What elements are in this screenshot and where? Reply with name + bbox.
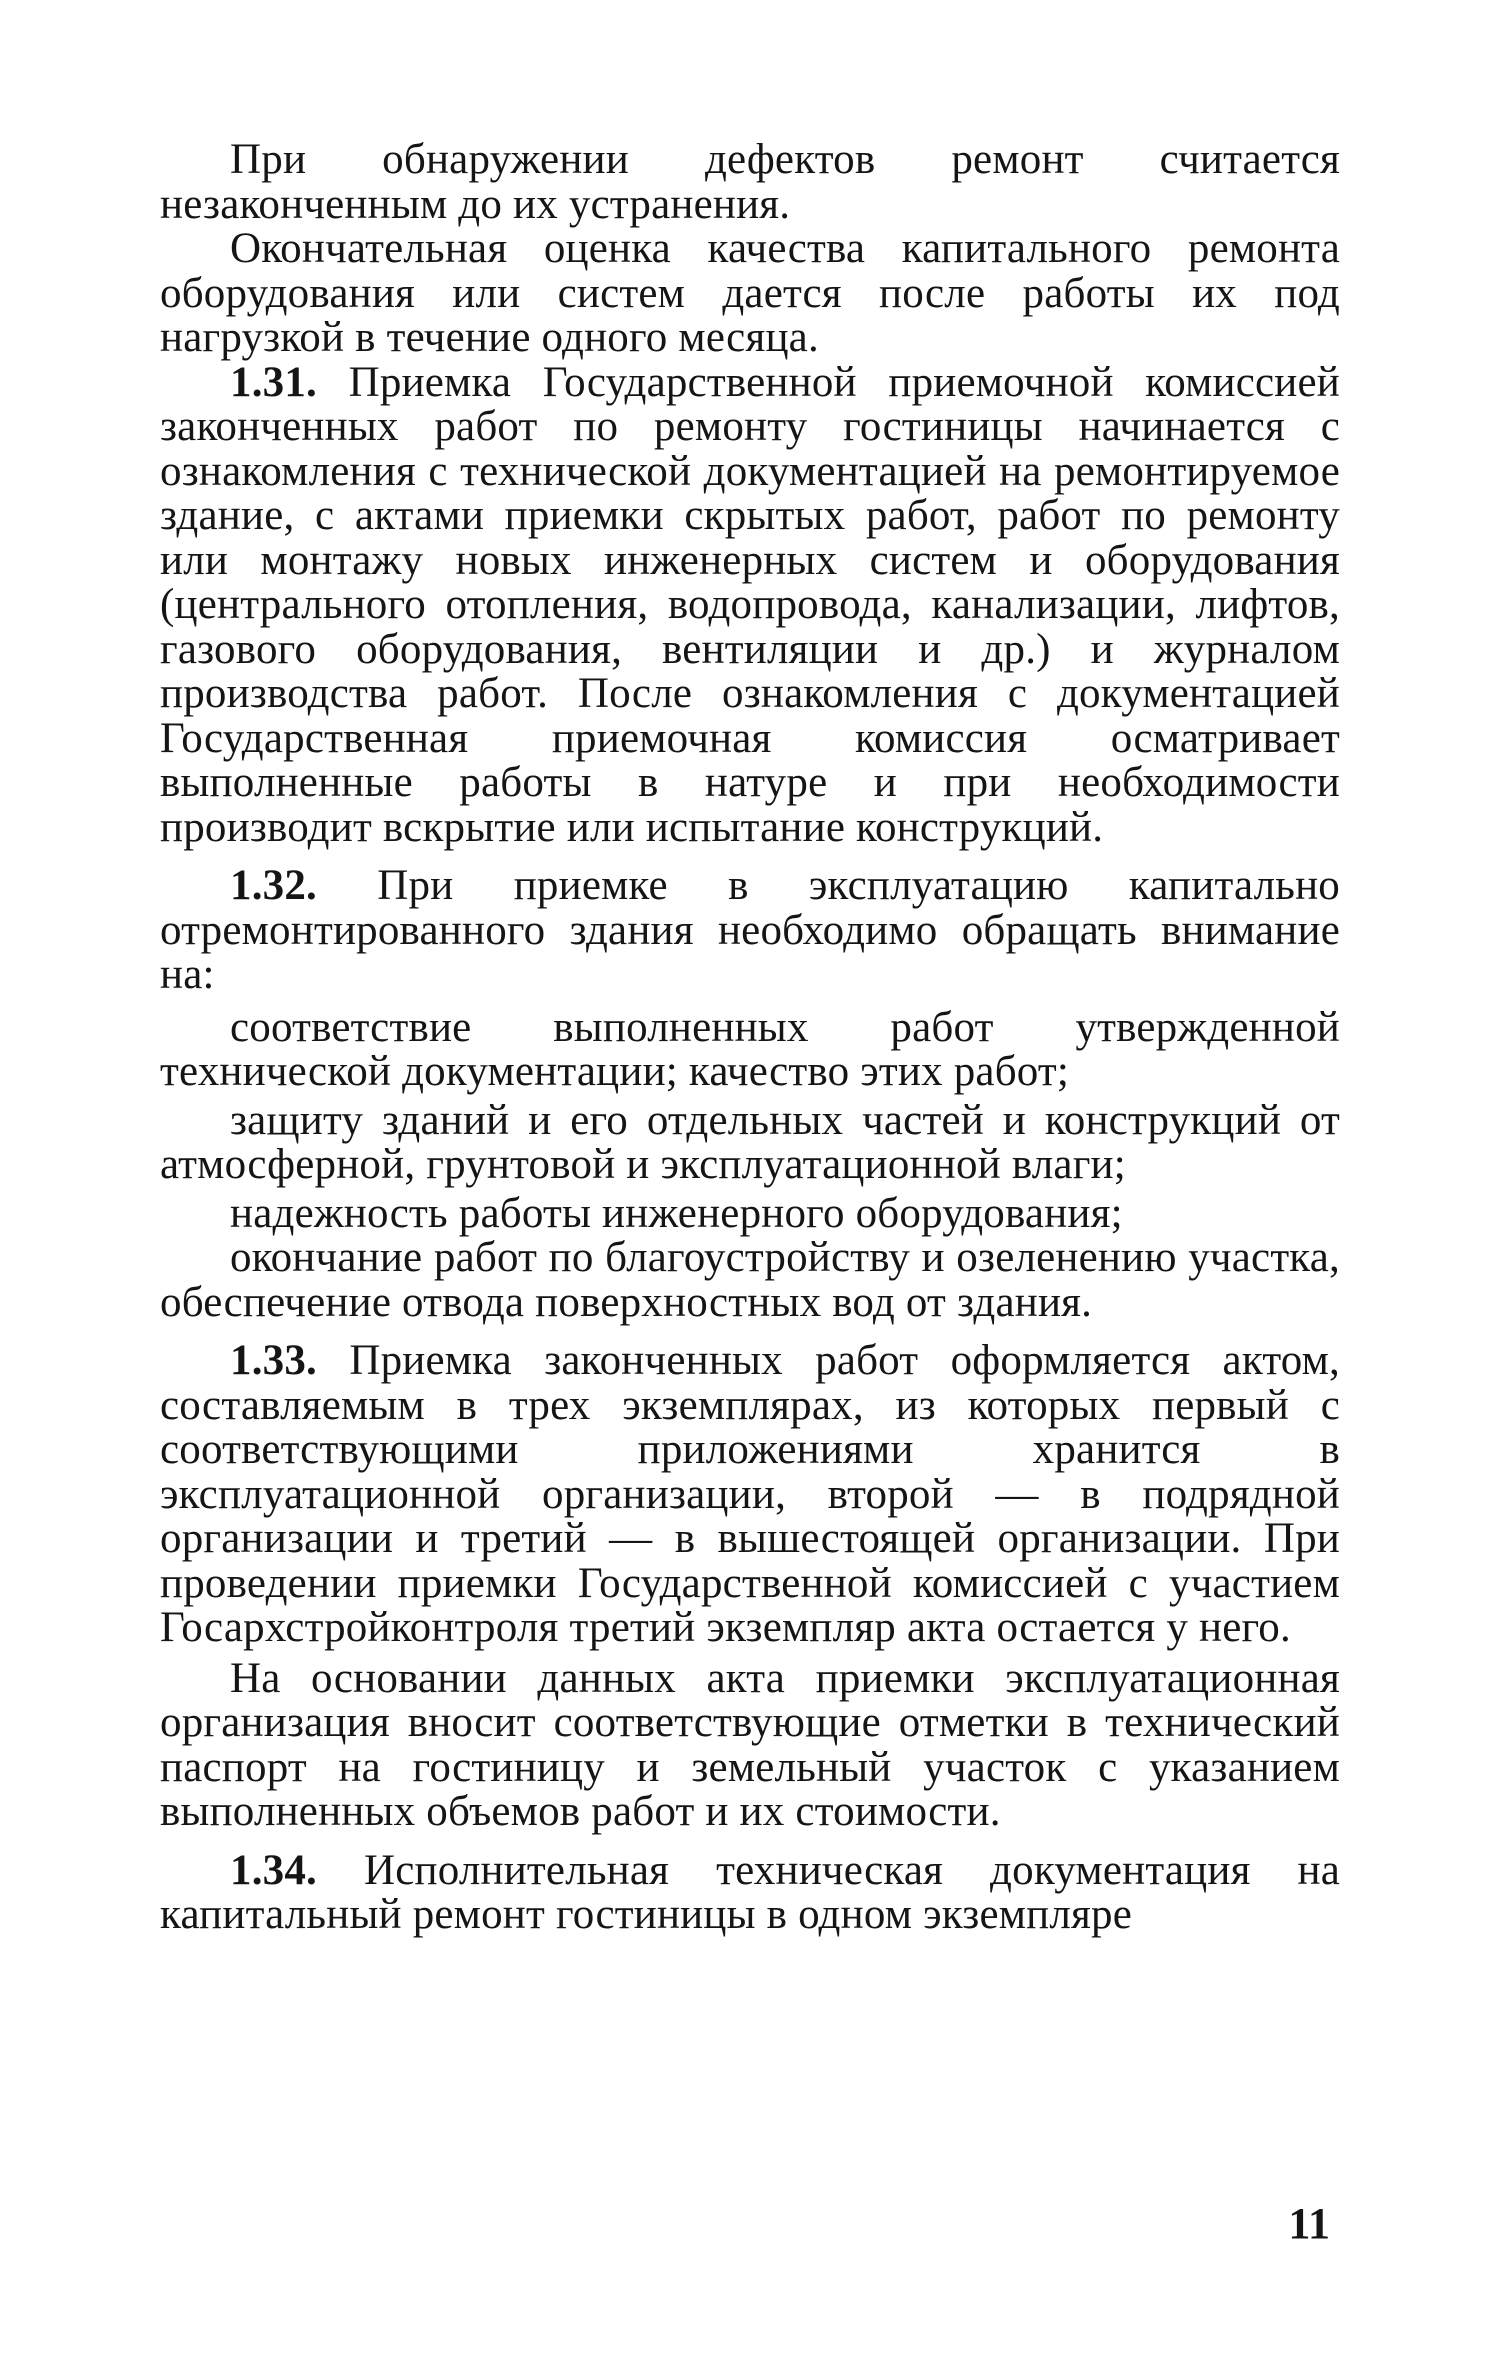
list-item-protection (160, 1096, 1340, 1188)
paragraph-1-31 (160, 358, 1341, 851)
section-number: 1.32. (230, 862, 317, 909)
paragraph-defects (160, 138, 1340, 227)
paragraph-final-assessment (160, 227, 1340, 361)
paragraph-text: защиту зданий и его отдельных частей и конструкций от атмосферной, грунтовой и эксплуатационной влаги; (160, 1096, 1340, 1188)
paragraph-text: Окончательная оценка качества капитального ремонта оборудования или систем дается после работы их под нагрузкой в течение одного месяца. (160, 225, 1340, 361)
paragraph-text: Приемка законченных работ оформляется актом, составляемым в трех экземплярах, из которых первый с соответствующими приложениями хранится в эксплуатационной организации, второй — в подрядной организации и третий — в вышестоящей организации. При проведении приемки Государственной комиссией с участием Госархстройконтроля третий экземпляр акта остается у него. (160, 1337, 1341, 1651)
page-body (160, 138, 1340, 1938)
paragraph-1-34 (160, 1846, 1340, 1938)
paragraph-text: Исполнительная техническая документация на капитальный ремонт гостиницы в одном экземпляре (160, 1846, 1340, 1938)
page-number: 11 (1288, 2199, 1330, 2248)
paragraph-act-basis (160, 1654, 1340, 1835)
paragraph-text: На основании данных акта приемки эксплуатационная организация вносит соответствующие отметки в технический паспорт на гостиницу и земельный участок с указанием выполненных объемов работ и их стоимости. (160, 1654, 1340, 1835)
list-item-landscaping (160, 1236, 1340, 1325)
paragraph-text: окончание работ по благоустройству и озеленению участка, обеспечение отвода поверхностных вод от здания. (160, 1234, 1340, 1326)
paragraph-1-33 (160, 1339, 1340, 1651)
list-item-reliability (160, 1189, 1340, 1237)
paragraph-text: надежность работы инженерного оборудования; (230, 1189, 1123, 1237)
paragraph-1-32 (160, 864, 1340, 998)
section-number: 1.33. (230, 1337, 317, 1384)
paragraph-text: соответствие выполненных работ утвержденной технической документации; качество этих работ; (160, 1003, 1340, 1095)
paragraph-text: При обнаружении дефектов ремонт считается незаконченным до их устранения. (160, 136, 1340, 228)
list-item-compliance (160, 1003, 1340, 1095)
paragraph-text: Приемка Государственной приемочной комиссией законченных работ по ремонту гостиницы начинается с ознакомления с технической документацией на ремонтируемое здание, с актами приемки скрытых работ, работ по ремонту или монтажу новых инженерных систем и оборудования (центрального отопления, водопровода, канализации, лифтов, газового оборудования, вентиляции и др.) и журналом производства работ. После ознакомления с документацией Государственная приемочная комиссия осматривает выполненные работы в натуре и при необходимости производит вскрытие или испытание конструкций. (160, 358, 1341, 851)
section-number: 1.31. (230, 358, 317, 406)
section-number: 1.34. (230, 1846, 317, 1894)
paragraph-text: При приемке в эксплуатацию капитально отремонтированного здания необходимо обращать внимание на: (160, 862, 1341, 998)
